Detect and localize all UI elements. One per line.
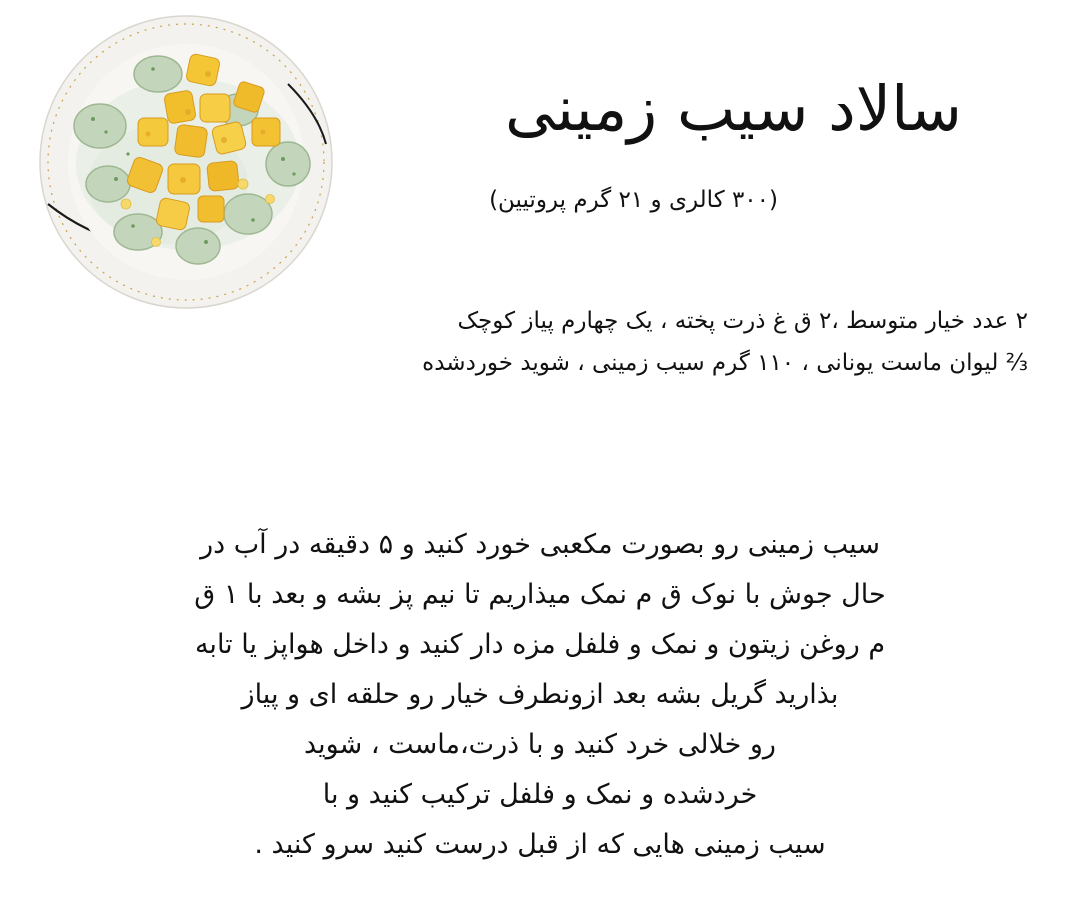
method-line: خردشده و نمک و فلفل ترکیب کنید و با xyxy=(322,779,758,810)
ingredients-list xyxy=(308,300,1028,384)
salad-plate-photo xyxy=(38,14,334,310)
method-line: سیب زمینی هایی که از قبل درست کنید سرو کنید . xyxy=(254,829,826,860)
ingredients-line: ⅔ لیوان ماست یونانی ، ۱۱۰ گرم سیب زمینی ، شوید خوردشده xyxy=(422,350,1028,376)
method-line: بذارید گریل بشه بعد ازونطرف خیار رو حلقه ای و پیاز xyxy=(241,679,839,710)
method-line: سیب زمینی رو بصورت مکعبی خورد کنید و ۵ دقیقه در آب در xyxy=(200,529,880,560)
nutrition-info: (۳۰۰ کالری و ۲۱ گرم پروتیین) xyxy=(489,187,778,213)
recipe-title: سالاد سیب زمینی xyxy=(504,72,962,145)
method-paragraph xyxy=(110,520,970,870)
method-line: رو خلالی خرد کنید و با ذرت،ماست ، شوید xyxy=(304,729,776,760)
salad-plate-illustration xyxy=(38,14,334,310)
method-line: حال جوش با نوک ق م نمک میذاریم تا نیم پز بشه و بعد با ۱ ق xyxy=(194,579,886,610)
method-line: م روغن زیتون و نمک و فلفل مزه دار کنید و داخل هواپز یا تابه xyxy=(194,629,886,660)
ingredients-line: ۲ عدد خیار متوسط ،۲ ق غ ذرت پخته ، یک چهارم پیاز کوچک xyxy=(457,308,1028,334)
